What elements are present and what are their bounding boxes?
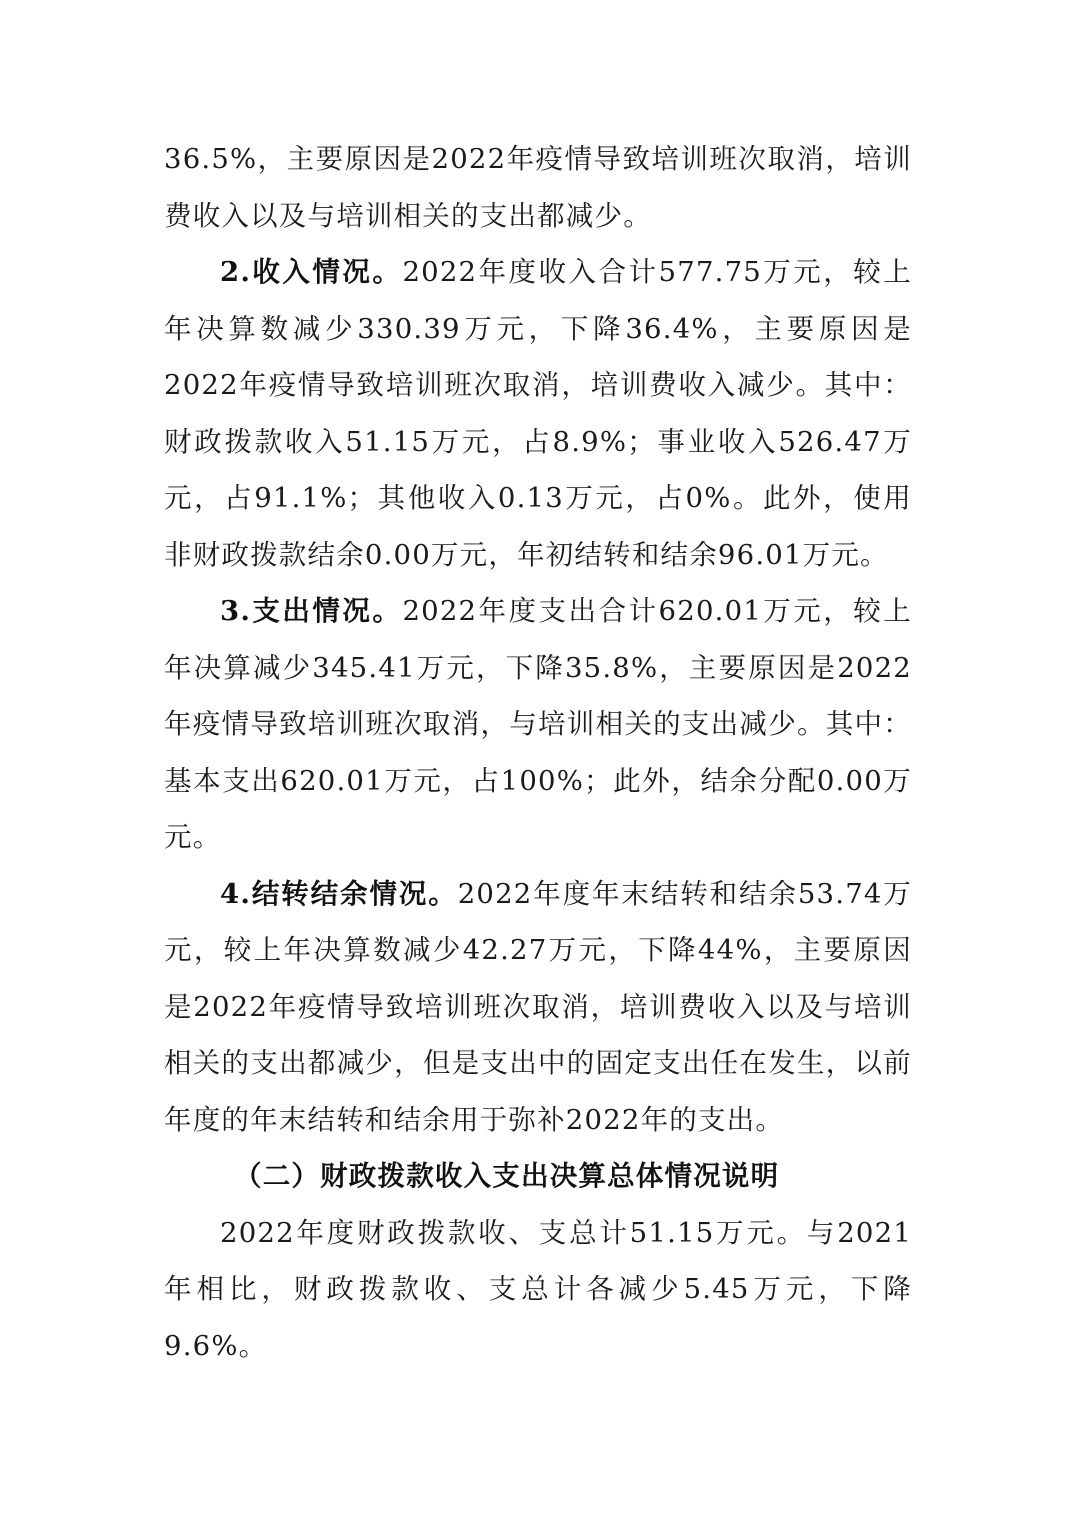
paragraph-lead-expenditure: 3.支出情况。: [220, 595, 403, 627]
paragraph-fiscal-summary: 2022年度财政拨款收、支总计51.15万元。与2021年相比，财政拨款收、支总计各减少5.45万元，下降9.6%。: [164, 1216, 912, 1362]
paragraph-lead-income: 2.收入情况。: [220, 256, 403, 288]
section-heading: （二）财政拨款收入支出决算总体情况说明: [234, 1160, 780, 1192]
paragraph-income: [164, 244, 912, 583]
document-body: [164, 131, 912, 1374]
paragraph-text: 2022年度年末结转和结余53.74万元，较上年决算数减少42.27万元，下降44%，主要原因是2022年疫情导致培训班次取消，培训费收入以及与培训相关的支出都减少，但是支出中的固定支出任在发生，以前年度的年末结转和结余用于弥补2022年的支出。: [164, 877, 912, 1136]
paragraph-text: 2022年度收入合计577.75万元，较上年决算数减少330.39万元，下降36.4%，主要原因是2022年疫情导致培训班次取消，培训费收入减少。其中：财政拨款收入51.15万元，占8.9%；事业收入526.47万元，占91.1%；其他收入0.13万元，占0%。此外，使用非财政拨款结余0.00万元，年初结转和结余96.01万元。: [164, 256, 912, 571]
paragraph-balance: [164, 866, 912, 1149]
paragraph-continuation: [164, 131, 912, 244]
paragraph-text: 2022年度支出合计620.01万元，较上年决算减少345.41万元，下降35.8%，主要原因是2022年疫情导致培训班次取消，与培训相关的支出减少。其中：基本支出620.01万元，占100%；此外，结余分配0.00万元。: [164, 595, 912, 853]
paragraph-lead-balance: 4.结转结余情况。: [220, 877, 458, 910]
paragraph-expenditure: [164, 583, 912, 866]
paragraph-text: 36.5%，主要原因是2022年疫情导致培训班次取消，培训费收入以及与培训相关的支出都减少。: [164, 143, 912, 232]
